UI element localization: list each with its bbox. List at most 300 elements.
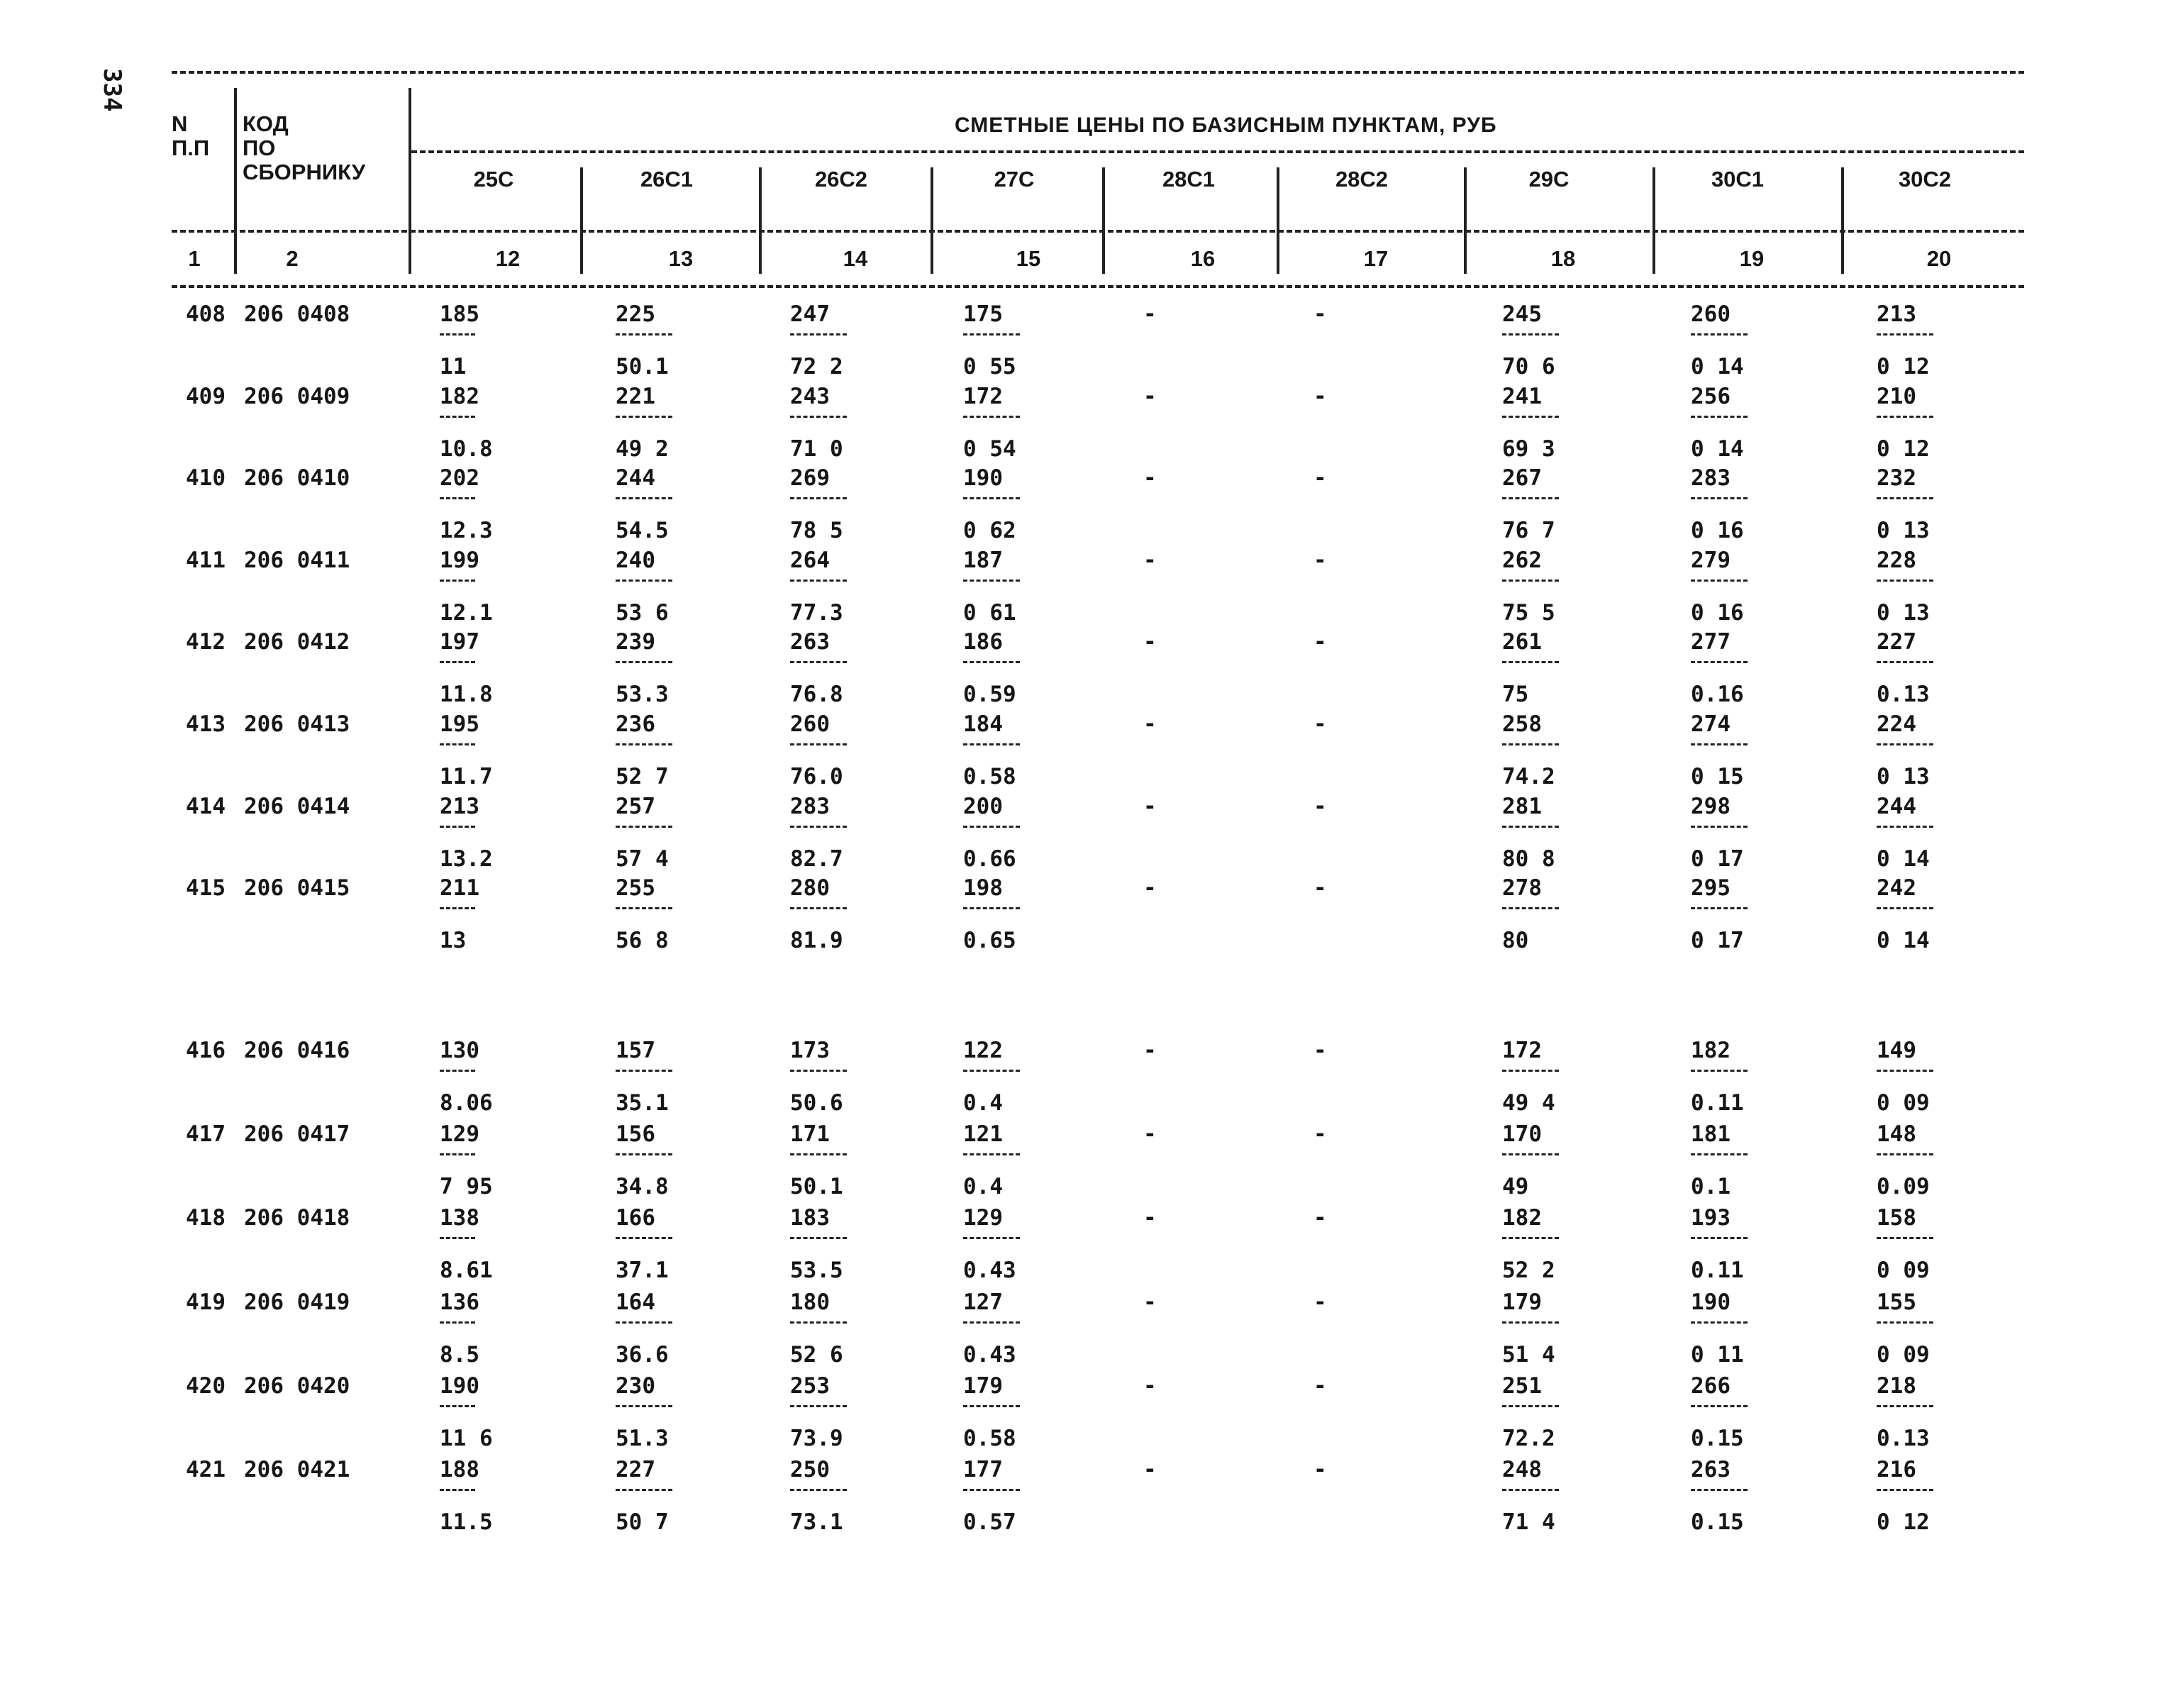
norm-value: 0.57	[963, 1509, 1016, 1535]
fraction-line	[1691, 743, 1748, 745]
norm-value: 0 15	[1691, 764, 1744, 789]
price-value: 177	[963, 1457, 1003, 1482]
norm-value: 71 4	[1502, 1509, 1555, 1535]
fraction-line	[616, 1070, 672, 1072]
row-number: 408	[186, 301, 226, 327]
norm-value: 54.5	[616, 518, 669, 544]
row-number: 411	[186, 547, 226, 573]
norm-value: 49	[1502, 1174, 1529, 1200]
price-value: 262	[1502, 547, 1542, 573]
column-header-9: 30С2	[1898, 167, 1952, 192]
price-value: -	[1143, 1121, 1157, 1148]
fraction-line	[440, 1153, 475, 1155]
header-sub-rule	[411, 150, 2024, 153]
price-value: -	[1313, 629, 1327, 655]
fraction-line	[616, 580, 672, 582]
price-value: 179	[963, 1372, 1003, 1399]
fraction-line	[790, 1489, 847, 1491]
row-number: 414	[186, 793, 226, 819]
norm-value: 0.59	[963, 682, 1016, 708]
norm-value: 11.8	[440, 682, 493, 708]
price-value: 180	[790, 1289, 830, 1315]
norm-value: 10.8	[440, 436, 493, 462]
norm-value: 0 09	[1877, 1090, 1930, 1116]
price-value: 172	[1502, 1038, 1542, 1063]
price-value: 218	[1877, 1372, 1916, 1399]
price-value: 129	[963, 1205, 1003, 1231]
norm-value: 11.5	[440, 1509, 493, 1535]
norm-value: 50.6	[790, 1090, 843, 1116]
row-code: 206 0413	[244, 711, 350, 737]
fraction-line	[440, 1321, 475, 1324]
price-value: 172	[963, 383, 1003, 409]
fraction-line	[1877, 907, 1933, 909]
price-value: 136	[440, 1289, 479, 1315]
header-divider	[1102, 167, 1105, 274]
fraction-line	[616, 907, 672, 909]
norm-value: 8.61	[440, 1258, 493, 1284]
price-value: 279	[1691, 547, 1731, 573]
price-value: 199	[440, 547, 479, 573]
norm-value: 0 16	[1691, 599, 1744, 626]
price-value: 188	[440, 1457, 479, 1482]
price-value: -	[1143, 1205, 1157, 1231]
norm-value: 0.09	[1877, 1174, 1930, 1200]
column-header-7: 29С	[1528, 167, 1570, 192]
norm-value: 0 55	[963, 354, 1016, 379]
column-header-6: 28С2	[1335, 167, 1389, 192]
norm-value: 82.7	[790, 845, 843, 872]
fraction-line	[790, 907, 847, 909]
price-value: 121	[963, 1121, 1003, 1148]
fraction-line	[790, 333, 847, 336]
price-value: -	[1143, 383, 1157, 409]
price-value: 184	[963, 711, 1003, 737]
fraction-line	[616, 1153, 672, 1155]
fraction-line	[1502, 333, 1559, 336]
row-code: 206 0421	[244, 1457, 350, 1482]
norm-value: 0.13	[1877, 682, 1930, 708]
norm-value: 0 09	[1877, 1341, 1930, 1368]
column-number-20: 20	[1926, 246, 1952, 271]
row-code: 206 0410	[244, 465, 350, 492]
fraction-line	[616, 1321, 672, 1324]
fraction-line	[1502, 1237, 1559, 1239]
price-value: 179	[1502, 1289, 1542, 1315]
norm-value: 0 62	[963, 518, 1016, 544]
row-code: 206 0412	[244, 629, 350, 655]
price-value: 244	[616, 465, 655, 492]
fraction-line	[1691, 907, 1748, 909]
norm-value: 11 6	[440, 1425, 493, 1451]
header-number-label: N П.П	[172, 111, 210, 160]
header-divider	[759, 167, 762, 274]
fraction-line	[616, 333, 672, 336]
fraction-line	[1502, 416, 1559, 418]
fraction-line	[1691, 1489, 1748, 1491]
price-value: 195	[440, 711, 479, 737]
norm-value: 0.58	[963, 764, 1016, 789]
norm-value: 75	[1502, 682, 1529, 708]
header-divider	[931, 167, 933, 274]
norm-value: 0.15	[1691, 1425, 1744, 1451]
norm-value: 76.0	[790, 764, 843, 789]
row-code: 206 0408	[244, 301, 350, 327]
norm-value: 50 7	[616, 1509, 669, 1535]
column-header-5: 28С1	[1162, 167, 1216, 192]
price-value: 182	[440, 383, 479, 409]
price-value: -	[1313, 1205, 1327, 1231]
price-value: 200	[963, 793, 1003, 819]
fraction-line	[616, 1489, 672, 1491]
price-value: 247	[790, 301, 830, 327]
fraction-line	[1877, 1153, 1933, 1155]
fraction-line	[963, 333, 1020, 336]
fraction-line	[790, 826, 847, 828]
fraction-line	[963, 907, 1020, 909]
column-number-13: 13	[668, 246, 694, 271]
price-value: 157	[616, 1038, 655, 1063]
fraction-line	[1877, 1489, 1933, 1491]
price-value: -	[1313, 547, 1327, 573]
norm-value: 52 6	[790, 1341, 843, 1368]
norm-value: 0 61	[963, 599, 1016, 626]
column-number-17: 17	[1363, 246, 1389, 271]
price-value: -	[1143, 1372, 1157, 1399]
price-value: 221	[616, 383, 655, 409]
row-number: 418	[186, 1205, 226, 1231]
row-number: 409	[186, 383, 226, 409]
header-top-rule	[172, 71, 2024, 74]
norm-value: 51 4	[1502, 1341, 1555, 1368]
row-number: 419	[186, 1289, 226, 1315]
header-divider	[1841, 167, 1844, 274]
fraction-line	[616, 1405, 672, 1407]
norm-value: 73.1	[790, 1509, 843, 1535]
fraction-line	[440, 1489, 475, 1491]
fraction-line	[440, 661, 475, 663]
price-value: -	[1313, 1372, 1327, 1399]
price-value: -	[1313, 875, 1327, 902]
norm-value: 51.3	[616, 1425, 669, 1451]
fraction-line	[1502, 743, 1559, 745]
norm-value: 71 0	[790, 436, 843, 462]
price-value: 245	[1502, 301, 1542, 327]
price-value: 253	[790, 1372, 830, 1399]
page-number: 334	[98, 68, 126, 112]
price-value: 274	[1691, 711, 1731, 737]
column-header-2: 26С1	[640, 167, 694, 192]
column-header-1: 25С	[473, 167, 514, 192]
price-value: -	[1313, 465, 1327, 492]
price-value: 266	[1691, 1372, 1731, 1399]
fraction-line	[1691, 1237, 1748, 1239]
price-value: -	[1313, 301, 1327, 327]
price-value: 269	[790, 465, 830, 492]
column-header-8: 30С1	[1711, 167, 1765, 192]
price-value: 239	[616, 629, 655, 655]
price-value: 155	[1877, 1289, 1916, 1315]
fraction-line	[1691, 1321, 1748, 1324]
norm-value: 34.8	[616, 1174, 669, 1200]
row-number: 417	[186, 1121, 226, 1148]
fraction-line	[790, 416, 847, 418]
price-value: 267	[1502, 465, 1542, 492]
price-value: 236	[616, 711, 655, 737]
price-value: -	[1143, 547, 1157, 573]
fraction-line	[790, 1405, 847, 1407]
norm-value: 0 13	[1877, 599, 1930, 626]
price-value: 248	[1502, 1457, 1542, 1482]
price-value: 280	[790, 875, 830, 902]
fraction-line	[1877, 826, 1933, 828]
fraction-line	[790, 1321, 847, 1324]
fraction-line	[1691, 416, 1748, 418]
price-value: -	[1313, 711, 1327, 737]
norm-value: 0 16	[1691, 518, 1744, 544]
price-value: 213	[440, 793, 479, 819]
norm-value: 50.1	[616, 354, 669, 379]
fraction-line	[440, 907, 475, 909]
price-value: 129	[440, 1121, 479, 1148]
norm-value: 0.58	[963, 1425, 1016, 1451]
norm-value: 73.9	[790, 1425, 843, 1451]
price-value: 148	[1877, 1121, 1916, 1148]
fraction-line	[1502, 1489, 1559, 1491]
header-divider	[1277, 167, 1279, 274]
fraction-line	[1691, 497, 1748, 499]
price-value: 250	[790, 1457, 830, 1482]
price-value: -	[1143, 465, 1157, 492]
fraction-line	[963, 1153, 1020, 1155]
price-value: 244	[1877, 793, 1916, 819]
norm-value: 0 14	[1877, 928, 1930, 954]
price-value: -	[1313, 793, 1327, 819]
row-code: 206 0420	[244, 1372, 350, 1399]
norm-value: 0 14	[1691, 354, 1744, 379]
norm-value: 57 4	[616, 845, 669, 872]
fraction-line	[616, 661, 672, 663]
price-value: 170	[1502, 1121, 1542, 1148]
price-value: 251	[1502, 1372, 1542, 1399]
price-value: 263	[1691, 1457, 1731, 1482]
price-value: 193	[1691, 1205, 1731, 1231]
fraction-line	[1502, 1321, 1559, 1324]
price-value: 197	[440, 629, 479, 655]
norm-value: 0.43	[963, 1341, 1016, 1368]
norm-value: 0 54	[963, 436, 1016, 462]
header-divider	[1464, 167, 1467, 274]
price-value: 241	[1502, 383, 1542, 409]
norm-value: 80	[1502, 928, 1529, 954]
price-value: -	[1143, 629, 1157, 655]
fraction-line	[1502, 497, 1559, 499]
row-code: 206 0417	[244, 1121, 350, 1148]
fraction-line	[1877, 416, 1933, 418]
fraction-line	[1502, 1153, 1559, 1155]
norm-value: 0.43	[963, 1258, 1016, 1284]
norm-value: 72.2	[1502, 1425, 1555, 1451]
norm-value: 11	[440, 354, 467, 379]
norm-value: 0.1	[1691, 1174, 1731, 1200]
fraction-line	[440, 1405, 475, 1407]
fraction-line	[1877, 497, 1933, 499]
norm-value: 0 11	[1691, 1341, 1744, 1368]
row-number: 415	[186, 875, 226, 902]
fraction-line	[1691, 826, 1748, 828]
norm-value: 0.65	[963, 928, 1016, 954]
norm-value: 0 14	[1691, 436, 1744, 462]
price-value: 257	[616, 793, 655, 819]
norm-value: 74.2	[1502, 764, 1555, 789]
norm-value: 53 6	[616, 599, 669, 626]
price-value: 283	[1691, 465, 1731, 492]
norm-value: 0 14	[1877, 845, 1930, 872]
column-header-3: 26С2	[814, 167, 868, 192]
norm-value: 81.9	[790, 928, 843, 954]
fraction-line	[1502, 1070, 1559, 1072]
price-value: 260	[790, 711, 830, 737]
fraction-line	[790, 497, 847, 499]
header-price-title: СМЕТНЫЕ ЦЕНЫ ПО БАЗИСНЫМ ПУНКТАМ, РУБ	[955, 113, 1497, 137]
price-value: 256	[1691, 383, 1731, 409]
row-code: 206 0409	[244, 383, 350, 409]
norm-value: 50.1	[790, 1174, 843, 1200]
column-header-4: 27С	[994, 167, 1035, 192]
norm-value: 49 4	[1502, 1090, 1555, 1116]
price-value: -	[1313, 1038, 1327, 1063]
fraction-line	[790, 661, 847, 663]
header-divider	[580, 167, 583, 274]
price-value: -	[1143, 875, 1157, 902]
norm-value: 8.5	[440, 1341, 479, 1368]
norm-value: 56 8	[616, 928, 669, 954]
fraction-line	[1877, 661, 1933, 663]
row-number: 413	[186, 711, 226, 737]
price-value: 198	[963, 875, 1003, 902]
norm-value: 53.5	[790, 1258, 843, 1284]
fraction-line	[963, 1489, 1020, 1491]
price-value: 186	[963, 629, 1003, 655]
norm-value: 77.3	[790, 599, 843, 626]
price-value: 175	[963, 301, 1003, 327]
price-value: 149	[1877, 1038, 1916, 1063]
header-mid-rule	[172, 230, 2024, 233]
price-value: 240	[616, 547, 655, 573]
fraction-line	[1691, 333, 1748, 336]
price-value: 185	[440, 301, 479, 327]
norm-value: 53.3	[616, 682, 669, 708]
fraction-line	[1691, 1405, 1748, 1407]
fraction-line	[1877, 743, 1933, 745]
fraction-line	[790, 1237, 847, 1239]
norm-value: 0 17	[1691, 928, 1744, 954]
fraction-line	[1691, 661, 1748, 663]
norm-value: 70 6	[1502, 354, 1555, 379]
fraction-line	[790, 1070, 847, 1072]
fraction-line	[1877, 1070, 1933, 1072]
price-value: 261	[1502, 629, 1542, 655]
fraction-line	[1877, 580, 1933, 582]
norm-value: 69 3	[1502, 436, 1555, 462]
fraction-line	[1502, 1405, 1559, 1407]
price-value: -	[1313, 1121, 1327, 1148]
price-value: 156	[616, 1121, 655, 1148]
fraction-line	[1691, 1070, 1748, 1072]
fraction-line	[963, 497, 1020, 499]
norm-value: 0 12	[1877, 354, 1930, 379]
price-value: 243	[790, 383, 830, 409]
price-value: 227	[616, 1457, 655, 1482]
price-value: 171	[790, 1121, 830, 1148]
norm-value: 0 17	[1691, 845, 1744, 872]
price-value: 138	[440, 1205, 479, 1231]
header-divider	[1652, 167, 1655, 274]
price-value: -	[1313, 1457, 1327, 1482]
fraction-line	[440, 497, 475, 499]
row-number: 420	[186, 1372, 226, 1399]
row-number: 416	[186, 1038, 226, 1063]
price-value: 260	[1691, 301, 1731, 327]
price-value: -	[1313, 383, 1327, 409]
column-number-14: 14	[843, 246, 868, 271]
price-value: 277	[1691, 629, 1731, 655]
price-value: 182	[1502, 1205, 1542, 1231]
norm-value: 52 7	[616, 764, 669, 789]
price-value: -	[1143, 301, 1157, 327]
price-value: 258	[1502, 711, 1542, 737]
fraction-line	[963, 416, 1020, 418]
row-code: 206 0418	[244, 1205, 350, 1231]
norm-value: 35.1	[616, 1090, 669, 1116]
norm-value: 36.6	[616, 1341, 669, 1368]
fraction-line	[790, 1153, 847, 1155]
price-value: 166	[616, 1205, 655, 1231]
fraction-line	[616, 416, 672, 418]
norm-value: 0.66	[963, 845, 1016, 872]
fraction-line	[1502, 580, 1559, 582]
norm-value: 0 12	[1877, 1509, 1930, 1535]
row-code: 206 0415	[244, 875, 350, 902]
norm-value: 0 09	[1877, 1258, 1930, 1284]
price-value: 225	[616, 301, 655, 327]
norm-value: 11.7	[440, 764, 493, 789]
row-number: 421	[186, 1457, 226, 1482]
fraction-line	[963, 743, 1020, 745]
fraction-line	[790, 580, 847, 582]
norm-value: 80 8	[1502, 845, 1555, 872]
price-value: 211	[440, 875, 479, 902]
fraction-line	[440, 1070, 475, 1072]
fraction-line	[1877, 1321, 1933, 1324]
fraction-line	[440, 580, 475, 582]
price-value: 173	[790, 1038, 830, 1063]
price-value: -	[1143, 1289, 1157, 1315]
column-number-18: 18	[1550, 246, 1576, 271]
norm-value: 0.16	[1691, 682, 1744, 708]
norm-value: 0 13	[1877, 518, 1930, 544]
norm-value: 0 13	[1877, 764, 1930, 789]
price-value: -	[1143, 793, 1157, 819]
norm-value: 37.1	[616, 1258, 669, 1284]
column-number-2: 2	[286, 246, 299, 271]
price-value: 183	[790, 1205, 830, 1231]
price-value: 230	[616, 1372, 655, 1399]
norm-value: 0.4	[963, 1090, 1003, 1116]
column-number-15: 15	[1016, 246, 1041, 271]
norm-value: 78 5	[790, 518, 843, 544]
fraction-line	[963, 661, 1020, 663]
